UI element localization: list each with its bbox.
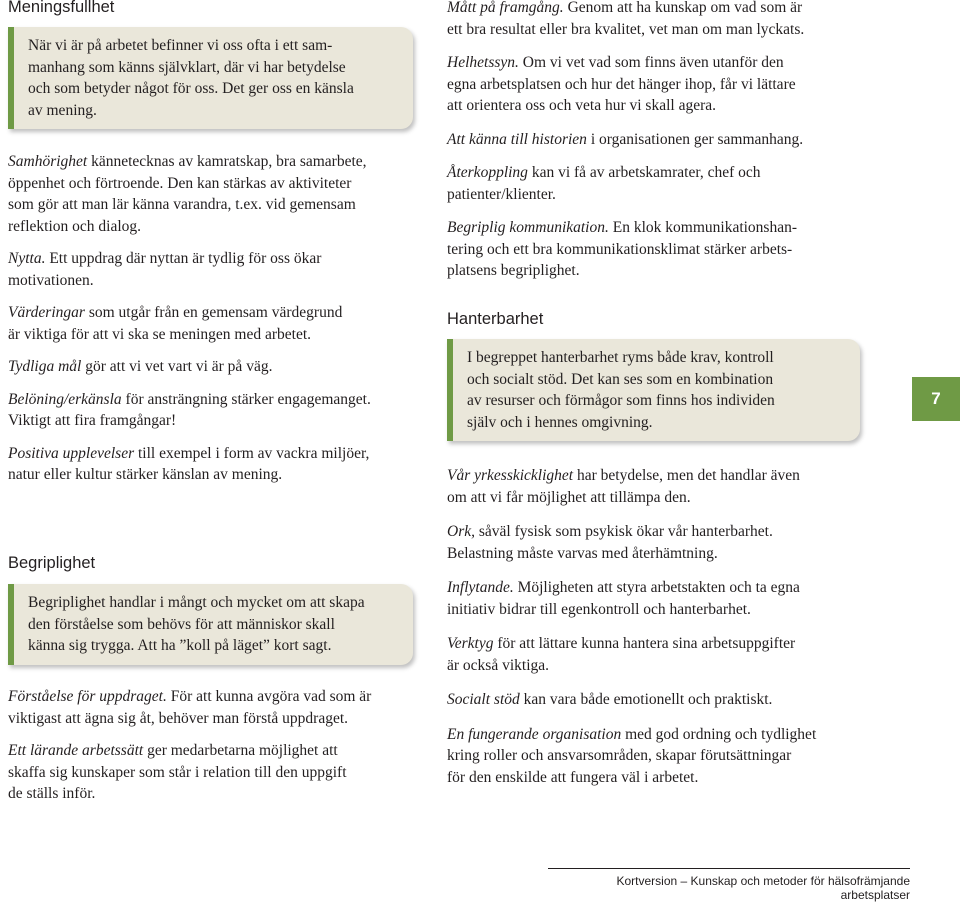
- paragraph-text: om att vi får möjlighet att tillämpa den.: [447, 488, 691, 506]
- body-paragraph: [8, 686, 413, 729]
- paragraph-line: [447, 599, 867, 621]
- paragraph-text: Om vi vet vad som finns även utanför den: [518, 54, 784, 71]
- callout-line: Begriplighet handlar i mångt och mycket om att skapa: [28, 594, 365, 611]
- body-paragraph: [447, 577, 867, 620]
- paragraph-text: platsens begriplighet.: [447, 262, 580, 279]
- body-paragraph: [447, 129, 867, 151]
- body-paragraph: [447, 689, 867, 711]
- paragraph-line: [8, 248, 413, 270]
- emphasized-term: Inflytande.: [447, 579, 514, 596]
- body-paragraph: [447, 162, 867, 205]
- footer-text: Kortversion – Kunskap och metoder för hälsofrämjande arbetsplatser: [616, 874, 910, 902]
- body-paragraph: [8, 389, 413, 432]
- paragraph-text: Möjligheten att styra arbetstakten och ta egna: [513, 579, 800, 596]
- emphasized-term: Att känna till historien: [447, 130, 587, 148]
- paragraph-text: har betydelse, men det handlar även: [573, 467, 800, 484]
- paragraph-line: [8, 173, 413, 195]
- emphasized-term: Ork,: [447, 523, 475, 540]
- callout-line: av resurser och förmågor som finns hos individen: [467, 392, 775, 409]
- paragraph-text: med god ordning och tydlighet: [621, 725, 817, 743]
- emphasized-term: Helhetssyn.: [447, 54, 519, 71]
- body-paragraph: [8, 302, 413, 345]
- paragraph-line: [8, 356, 413, 378]
- emphasized-term: Begriplig kommunikation.: [447, 219, 609, 236]
- paragraph-line: [8, 464, 413, 486]
- paragraph-line: [447, 184, 867, 206]
- paragraph-line: [447, 724, 867, 746]
- body-paragraph: [8, 248, 413, 291]
- section-heading-hanterbarhet: Hanterbarhet: [447, 310, 544, 328]
- paragraph-text: gör att vi vet vart vi är på väg.: [81, 358, 273, 375]
- body-paragraph: [8, 740, 413, 805]
- paragraph-line: [447, 19, 867, 41]
- paragraph-line: [8, 686, 413, 708]
- emphasized-term: Belöning/erkänsla: [8, 390, 122, 408]
- emphasized-term: Återkoppling: [447, 164, 528, 181]
- paragraph-group-2: [8, 686, 413, 816]
- emphasized-term: Tydliga mål: [8, 358, 82, 375]
- paragraph-group-right: [447, 0, 867, 294]
- paragraph-line: [447, 633, 867, 655]
- paragraph-text: kring roller och ansvarsområden, skapar förutsättningar: [447, 747, 792, 764]
- paragraph-line: [8, 762, 413, 784]
- emphasized-term: Samhörighet: [8, 153, 88, 170]
- paragraph-line: [447, 239, 867, 261]
- paragraph-text: initiativ bidrar till egenkontroll och hanterbarhet.: [447, 600, 751, 618]
- paragraph-line: [447, 543, 867, 565]
- callout-line: När vi är på arbetet befinner vi oss ofta i ett sam-: [28, 37, 333, 54]
- emphasized-term: Positiva upplevelser: [8, 444, 135, 462]
- paragraph-text: Viktigt att fira framgångar!: [8, 412, 177, 429]
- paragraph-line: [447, 689, 867, 711]
- paragraph-text: natur eller kultur stärker känslan av mening.: [8, 466, 283, 483]
- paragraph-text: För att kunna avgöra vad som är: [166, 688, 372, 705]
- paragraph-text: tering och ett bra kommunikationsklimat stärker arbets-: [447, 240, 793, 258]
- paragraph-text: motivationen.: [8, 271, 94, 289]
- callout-line: själv och i hennes omgivning.: [467, 413, 653, 431]
- paragraph-text: öppenhet och förtroende. Den kan stärkas av aktiviteter: [8, 174, 352, 192]
- emphasized-term: Socialt stöd: [447, 691, 520, 708]
- callout-line: av mening.: [28, 101, 97, 119]
- paragraph-line: [8, 389, 413, 411]
- emphasized-term: Verktyg: [447, 635, 494, 652]
- emphasized-term: Vår yrkesskicklighet: [447, 467, 574, 484]
- emphasized-term: Värderingar: [8, 304, 85, 321]
- paragraph-text: för den enskilde att fungera väl i arbetet.: [447, 768, 699, 786]
- paragraph-text: är också viktiga.: [447, 656, 550, 674]
- emphasized-term: En fungerande organisation: [447, 725, 622, 743]
- body-paragraph: [447, 633, 867, 676]
- page-number-tab: 7: [912, 377, 960, 421]
- paragraph-text: de ställs inför.: [8, 785, 96, 802]
- paragraph-line: [447, 217, 867, 239]
- paragraph-text: som gör att man lär känna varandra, t.ex. vid gemensam: [8, 196, 356, 213]
- paragraph-line: [447, 577, 867, 599]
- body-paragraph: [447, 0, 867, 40]
- callout-meningsfullhet: [8, 27, 413, 129]
- paragraph-text: i organisationen ger sammanhang.: [586, 130, 804, 148]
- callout-line: och som betyder något för oss. Det ger oss en känsla: [28, 80, 354, 97]
- paragraph-line: [8, 216, 413, 238]
- paragraph-line: [8, 302, 413, 324]
- paragraph-text: Ett uppdrag där nyttan är tydlig för oss ökar: [45, 250, 322, 267]
- body-paragraph: [8, 151, 413, 237]
- paragraph-text: såväl fysisk som psykisk ökar vår hanterbarhet.: [474, 523, 773, 540]
- paragraph-line: [8, 270, 413, 292]
- paragraph-text: viktigast att ägna sig åt, behöver man förstå uppdraget.: [8, 709, 349, 727]
- paragraph-line: [447, 487, 867, 509]
- section-heading-begriplighet: Begriplighet: [8, 554, 96, 572]
- body-paragraph: [447, 521, 867, 564]
- callout-hanterbarhet: [447, 339, 860, 441]
- paragraph-text: Belastning måste varvas med återhämtning.: [447, 544, 718, 562]
- callout-line: och socialt stöd. Det kan ses som en kombination: [467, 370, 774, 388]
- footer-divider: [548, 868, 910, 869]
- paragraph-line: [447, 74, 867, 96]
- paragraph-line: [447, 655, 867, 677]
- emphasized-term: Ett lärande arbetssätt: [8, 742, 144, 759]
- paragraph-text: En klok kommunikationshan-: [608, 219, 798, 236]
- paragraph-line: [447, 95, 867, 117]
- body-paragraph: [447, 465, 867, 508]
- paragraph-line: [447, 260, 867, 282]
- emphasized-term: Nytta.: [8, 250, 46, 267]
- paragraph-group: [8, 151, 413, 497]
- paragraph-line: [447, 0, 867, 19]
- paragraph-line: [8, 708, 413, 730]
- emphasized-term: Förståelse för uppdraget.: [8, 688, 167, 705]
- paragraph-line: [447, 745, 867, 767]
- callout-line: den förståelse som behövs för att människor skall: [28, 615, 335, 633]
- paragraph-line: [8, 324, 413, 346]
- paragraph-text: patienter/klienter.: [447, 185, 556, 203]
- paragraph-line: [447, 129, 867, 151]
- paragraph-line: [447, 162, 867, 184]
- paragraph-group-right-2: [447, 465, 867, 801]
- paragraph-text: reflektion och dialog.: [8, 217, 141, 235]
- paragraph-text: att orientera oss och veta hur vi skall agera.: [447, 97, 716, 114]
- callout-line: manhang som känns självklart, där vi har betydelse: [28, 58, 346, 76]
- paragraph-text: kan vara både emotionellt och praktiskt.: [519, 691, 773, 708]
- body-paragraph: [447, 52, 867, 117]
- paragraph-text: egna arbetsplatsen och hur det hänger ihop, får vi lättare: [447, 75, 796, 93]
- body-paragraph: [447, 724, 867, 789]
- callout-line: I begreppet hanterbarhet ryms både krav, kontroll: [467, 349, 774, 366]
- paragraph-text: som utgår från en gemensam värdegrund: [84, 304, 343, 321]
- emphasized-term: Mått på framgång.: [447, 0, 564, 16]
- paragraph-line: [447, 767, 867, 789]
- paragraph-line: [447, 52, 867, 74]
- section-heading-meningsfullhet: Meningsfullhet: [8, 0, 115, 16]
- paragraph-line: [447, 465, 867, 487]
- paragraph-line: [8, 410, 413, 432]
- body-paragraph: [447, 217, 867, 282]
- paragraph-text: till exempel i form av vackra miljöer,: [134, 444, 370, 462]
- paragraph-text: ett bra resultat eller bra kvalitet, vet man om man lyckats.: [447, 20, 805, 38]
- paragraph-text: är viktiga för att vi ska se meningen med arbetet.: [8, 325, 312, 343]
- callout-line: känna sig trygga. Att ha ”koll på läget” kort sagt.: [28, 637, 332, 654]
- paragraph-line: [8, 740, 413, 762]
- body-paragraph: [8, 443, 413, 486]
- paragraph-text: kan vi få av arbetskamrater, chef och: [527, 164, 761, 181]
- paragraph-line: [447, 521, 867, 543]
- paragraph-text: ger medarbetarna möjlighet att: [143, 742, 338, 759]
- paragraph-text: kännetecknas av kamratskap, bra samarbete,: [87, 153, 367, 170]
- paragraph-line: [8, 443, 413, 465]
- body-paragraph: [8, 356, 413, 378]
- paragraph-text: för ansträngning stärker engagemanget.: [121, 390, 371, 408]
- paragraph-line: [8, 194, 413, 216]
- paragraph-text: skaffa sig kunskaper som står i relation till den uppgift: [8, 763, 347, 781]
- paragraph-text: för att lättare kunna hantera sina arbetsuppgifter: [493, 635, 796, 652]
- paragraph-text: Genom att ha kunskap om vad som är: [563, 0, 803, 16]
- paragraph-line: [8, 151, 413, 173]
- paragraph-line: [8, 783, 413, 805]
- callout-begriplighet: [8, 584, 413, 665]
